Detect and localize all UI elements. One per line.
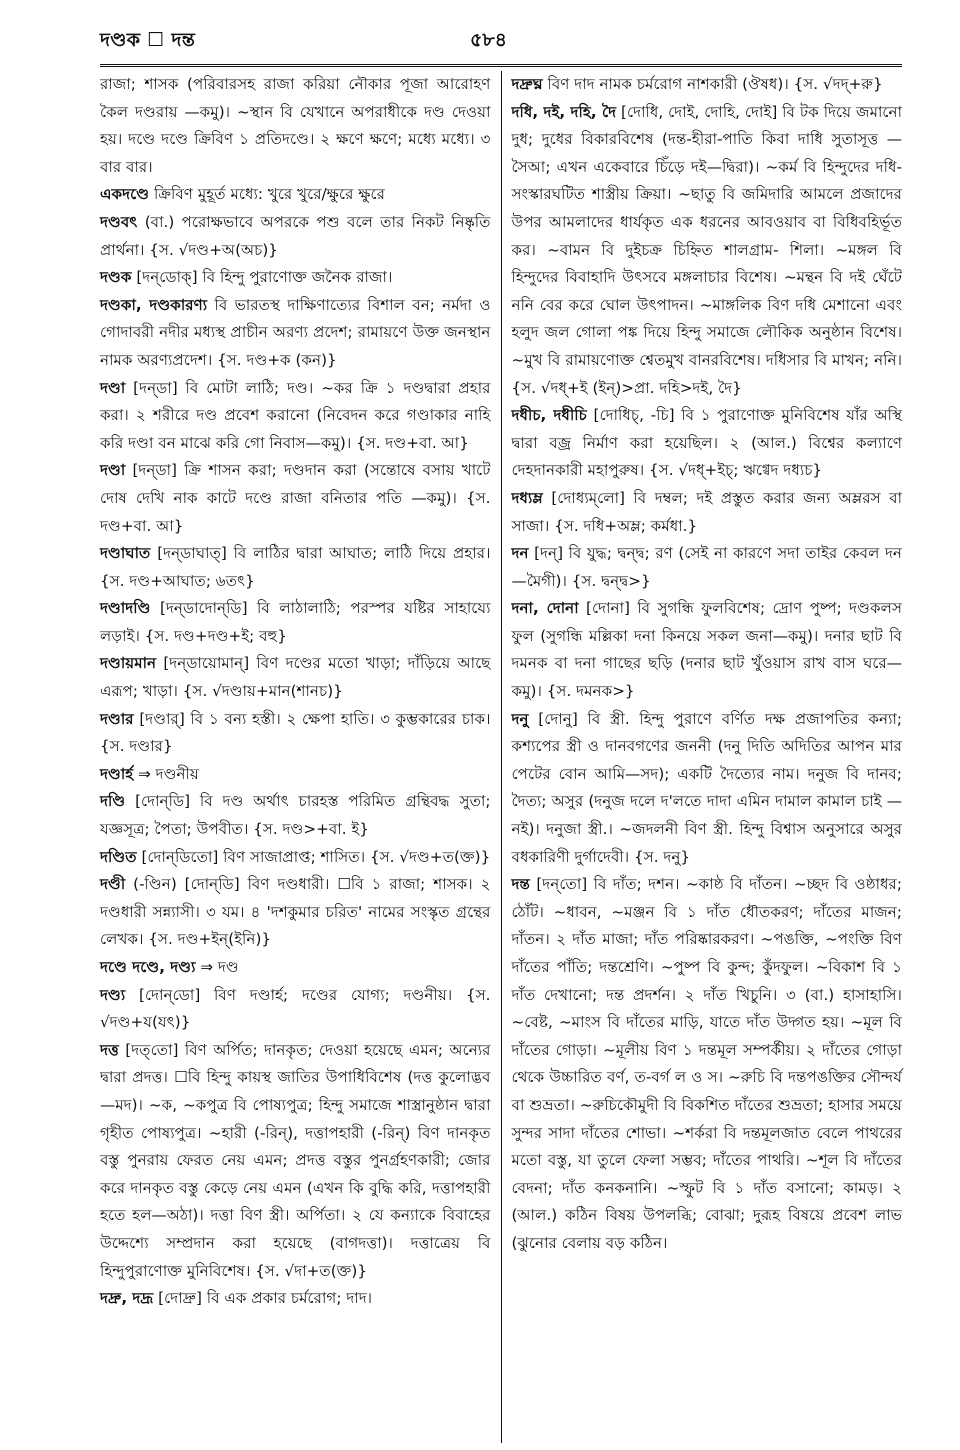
- dictionary-entry: [100, 595, 491, 650]
- entry-headword: দধি, দই, দহি, দৈ: [511, 102, 617, 121]
- entry-definition: বি ভারতস্থ দাক্ষিণাত্যের বিশাল বন; নর্মদা ও গোদাবরী নদীর মধ্যস্থ প্রাচীন অরণ্য প্রদেশ; রামায়ণে উক্ত জনস্থান নামক অরণ্যপ্রদেশ। {স. দণ্ড+ক (কন)}: [100, 295, 491, 369]
- entry-headword: দদ্রু, দদ্রূ: [100, 1289, 154, 1308]
- entry-definition: [দণ্ডার্] বি ১ বন্য হস্তী। ২ ক্ষেপা হাতি। ৩ কুম্ভকারের চাক। {স. দণ্ডার}: [100, 709, 491, 756]
- dictionary-entry: [100, 650, 491, 705]
- dictionary-entry: [100, 457, 491, 540]
- dictionary-entry: [100, 844, 491, 872]
- entry-headword: দণ্ডাঘাত: [100, 544, 151, 563]
- entry-headword: দণ্ডবৎ: [100, 212, 138, 231]
- dictionary-entry: [100, 375, 491, 458]
- dictionary-entry: [512, 71, 903, 99]
- entry-definition: [দোন্‌ডিতো] বিণ সাজাপ্রাপ্ত; শাসিত। {স. √দণ্ড+ত(ক্ত)}: [141, 847, 491, 866]
- entry-headword: দণ্ডী: [100, 875, 126, 894]
- dictionary-entry: [100, 1285, 491, 1313]
- entry-headword: দণ্ডা: [100, 378, 126, 397]
- entry-definition: রাজা; শাসক (পরিবারসহ রাজা করিয়া নৌকার পূজা আরোহণ কৈল দণ্ডরায় —কমু)। ~স্থান বি যেখানে অপরাধীকে দণ্ড দেওয়া হয়। দণ্ডে দণ্ডে ক্রিবিণ ১ প্রতিদণ্ডে। ২ ক্ষণে ক্ষণে; মধ্যে মধ্যে। ৩ বার বার।: [100, 75, 491, 176]
- entry-headword: দণ্ড্য: [100, 985, 126, 1004]
- entry-definition: [দোদ্রু] বি এক প্রকার চর্মরোগ; দাদ।: [158, 1289, 373, 1308]
- entry-headword: দত্ত: [100, 1040, 119, 1059]
- entry-definition: [দন্‌ডায়োমান্] বিণ দণ্ডের মতো খাড়া; দাঁড়িয়ে আছে এরূপ; খাড়া। {স. √দণ্ডায়+মান(শানচ)}: [100, 654, 491, 701]
- entry-headword: দণ্ডা: [100, 461, 126, 480]
- running-head: দণ্ডক ☐ দন্ত: [100, 29, 196, 51]
- dictionary-entry: [100, 292, 491, 375]
- dictionary-entry: [512, 485, 903, 540]
- entry-definition: (-ণ্ডিন) [দোন্‌ডি] বিণ দণ্ডধারী। ☐বি ১ রাজা; শাসক। ২ দণ্ডধারী সন্ন্যাসী। ৩ যম। ৪ 'দশকুমার চরিত' নামের সংস্কৃত গ্রন্থের লেখক। {স. দণ্ড+ইন্(ইনি)}: [100, 875, 491, 949]
- dictionary-entry: [100, 871, 491, 954]
- dictionary-entry: [100, 264, 491, 292]
- page-number: ৫৮৪: [470, 29, 507, 51]
- entry-headword: দণ্ডায়মান: [100, 654, 157, 673]
- entry-definition: [দোধি, দোই, দোহি, দোই] বি টক দিয়ে জমানো দুধ; দুধের বিকারবিশেষ (দন্ত-হীরা-পাতি কিবা দাধি সুতাসূত্ত —সৈআ; এখন একেবারে চিঁড়ে দই—দ্বিরা)। ~কর্ম বি হিন্দুদের দধি-সংস্কারঘটিত শাস্ত্রীয় ক্রিয়া। ~ছাতু বি জমিদারি আমলে প্রজাদের উপর আমলাদের ধার্যকৃত এক ধরনের আবওয়াব বা বিধিবহির্ভূত কর। ~বামন বি দুইচক্র চিহ্নিত শালগ্রাম- শিলা। ~মঙ্গল বি হিন্দুদের বিবাহাদি উৎসবে মঙ্গলাচার বিশেষ। ~মন্থন বি দই ঘেঁটে ননি বের করে ঘোল উৎপাদন। ~মাঙ্গলিক বিণ দধি মেশানো এবং হলুদ জল গোলা পঙ্ক দিয়ে হিন্দু সমাজে লৌকিক অনুষ্ঠান বিশেষ। ~মুখ বি রামায়ণোক্ত শ্বেতমুখ বানরবিশেষ। দধিসার বি মাখন; ননি। {স. √দধ্+ই (ইন্)>প্রা. দহি>দই, দৈ}: [511, 102, 903, 397]
- dictionary-entry: [512, 540, 903, 595]
- header-rule: [100, 64, 902, 67]
- entry-definition: [দন্] বি যুদ্ধ; দ্বন্দ্ব; রণ (সেই না কারণে সদা তাইর কেবল দন—মৈগী)। {স. দ্বন্দ্ব>}: [511, 544, 902, 590]
- entry-definition: [দোধ্যম্‌লো] বি দম্বল; দই প্রস্তুত করার জন্য অম্লরস বা সাজা। {স. দধি+অম্ল; কর্মধা.}: [511, 488, 902, 535]
- entry-definition: [দোনু] বি স্ত্রী. হিন্দু পুরাণে বর্ণিত দক্ষ প্রজাপতির কন্যা; কশ্যপের স্ত্রী ও দানবগণের জননী (দনু দিতি অদিতির আপন মার পেটের বোন আমি—সদ); একটি দৈত্যের নাম। দনুজ বি দানব; দৈত্য; অসুর (দনুজ দলে দ'লতে দাদা এমিন দামাল কামাল চাই —নই)। দনুজা স্ত্রী.। ~জদলনী বিণ স্ত্রী. হিন্দু বিশ্বাস অনুসারে অসুর বধকারিণী দুর্গাদেবী। {স. দনু}: [511, 709, 903, 866]
- left-column: [100, 71, 501, 1443]
- entry-definition: [দোনা] বি সুগন্ধি ফুলবিশেষ; দ্রোণ পুষ্প; দণ্ডকলস ফুল (সুগন্ধি মল্লিকা দনা কিনয়ে সকল জনা—কমু)। দনার ছাট বি দমনক বা দনা গাছের ছড়ি (দনার ছাট খুঁওয়াস রাখ বাস ঘরে—কমু)। {স. দমনক>}: [511, 599, 902, 701]
- entry-headword: একদণ্ডে: [100, 185, 150, 204]
- dictionary-entry: [100, 706, 491, 761]
- entry-headword: দনা, দোনা: [511, 599, 579, 618]
- entry-definition: ⇒ দণ্ডনীয়: [138, 764, 199, 783]
- page-header: [100, 26, 902, 56]
- entry-definition: [দন্‌ডাঘাত্] বি লাঠির দ্বারা আঘাত; লাঠি দিয়ে প্রহার। {স. দণ্ড+আঘাত; ৬তৎ}: [100, 544, 491, 590]
- entry-definition: ⇒ দণ্ড: [200, 958, 239, 976]
- entry-headword: দধ্যম্ল: [511, 488, 543, 507]
- entry-headword: দন্ত: [511, 875, 530, 894]
- entry-headword: দণ্ডক: [100, 268, 132, 287]
- dictionary-entry: [100, 71, 491, 181]
- dictionary-entry: [100, 181, 491, 209]
- dictionary-entry: [100, 954, 491, 982]
- dictionary-entry: [100, 540, 491, 595]
- entry-definition: [দন্‌ডা] ক্রি শাসন করা; দণ্ডদান করা (সন্তোষে বসায় খাটে দোষ দেখি নাক কাটে দণ্ডে রাজা বনিতার পতি —কমু)। {স. দণ্ড+বা. আ}: [100, 461, 491, 535]
- entry-definition: [দন্‌ডোক্] বি হিন্দু পুরাণোক্ত জনৈক রাজা।: [136, 268, 393, 287]
- entry-definition: [দোধিচ্, -চি] বি ১ পুরাণোক্ত মুনিবিশেষ যাঁর অস্থি দ্বারা বজ্র নির্মাণ করা হয়েছিল। ২ (আল.) বিশ্বের কল্যাণে দেহদানকারী মহাপুরুষ। {স. √দধ্+ইচ্; ঋগ্বেদ দধ্যচ}: [511, 406, 903, 480]
- dictionary-entry: [100, 1037, 491, 1285]
- dictionary-entry: [512, 706, 903, 872]
- dictionary-entry: [100, 982, 491, 1037]
- entry-headword: দণ্ডাদণ্ডি: [100, 599, 151, 618]
- entry-columns: [100, 71, 902, 1443]
- dictionary-entry: [512, 871, 903, 1257]
- entry-headword: দণ্ডিত: [100, 847, 137, 866]
- entry-definition: ক্রিবিণ মুহূর্ত মধ্যে: খুরে খুরে/ক্ষুরে ক্ষুরে: [153, 185, 386, 204]
- entry-definition: [দোন্‌ডি] বি দণ্ড অর্থাৎ চারহস্ত পরিমিত গ্রন্থিবদ্ধ সুতা; যজ্ঞসূত্র; পৈতা; উপবীত। {স. দণ্ড>+বা. ই}: [100, 792, 491, 839]
- entry-headword: দণ্ডার্হ: [100, 764, 134, 783]
- entry-headword: দদ্রুঘ্ন: [511, 75, 543, 93]
- entry-definition: বিণ দাদ নামক চর্মরোগ নাশকারী (ঔষধ)। {স. √দদ্+রু}: [547, 75, 883, 93]
- right-column: [502, 71, 903, 1443]
- entry-headword: দধীচ, দধীচি: [511, 406, 587, 425]
- entry-definition: [দন্‌তো] বি দাঁত; দশন। ~কাষ্ঠ বি দাঁতন। ~চ্ছদ বি ওষ্ঠাধর; ঠোঁট। ~ধাবন, ~মঞ্জন বি ১ দাঁত ধৌতকরণ; দাঁতের মাজন; দাঁতন। ২ দাঁত মাজা; দাঁত পরিষ্কারকরণ। ~পঙক্তি, ~পংক্তি বিণ দাঁতের পাঁতি; দন্তশ্রেণি। ~পুষ্প বি কুন্দ; কুঁদফুল। ~বিকাশ বি ১ দাঁত দেখানো; দন্ত প্রদর্শন। ২ দাঁত খিচুনি। ৩ (বা.) হাসাহাসি। ~বেষ্ট, ~মাংস বি দাঁতের মাড়ি, যাতে দাঁত উদ্গত হয়। ~মূল বি দাঁতের গোড়া। ~মূলীয় বিণ ১ দন্তমূল সম্পর্কীয়। ২ দাঁতের গোড়া থেকে উচ্চারিত বর্ণ, ত-বর্গ ল ও স। ~রুচি বি দন্তপঙক্তির সৌন্দর্য বা শুভ্রতা। ~রুচিকৌমুদী বি বিকশিত দাঁতের শুভ্রতা; হাসার সময়ে সুন্দর সাদা দাঁতের শোভা। ~শর্করা বি দন্তমূলজাত বেলে পাথরের মতো বস্তু, যা তুলে ফেলা সম্ভব; দাঁতের পাথরি। ~শূল বি দাঁতের বেদনা; দাঁত কনকনানি। ~স্ফুট বি ১ দাঁত বসানো; কামড়। ২ (আল.) কঠিন বিষয় উপলব্ধি; বোঝা; দুরূহ বিষয়ে প্রবেশ লাভ (ঝুনোর বেলায় বড় কঠিন।: [511, 875, 902, 1252]
- entry-definition: [দত্‌তো] বিণ অর্পিত; দানকৃত; দেওয়া হয়েছে এমন; অন্যের দ্বারা প্রদত্ত। ☐বি হিন্দু কায়স্থ জাতির উপাধিবিশেষ (দত্ত কুলোদ্ভব—মদ)। ~ক, ~কপুত্র বি পোষ্যপুত্র; হিন্দু সমাজে শাস্ত্রানুষ্ঠান দ্বারা গৃহীত পোষ্যপুত্র। ~হারী (-রিন্), দত্তাপহারী (-রিন্) বিণ দানকৃত বস্তু পুনরায় ফেরত নেয় এমন; প্রদত্ত বস্তুর পুনর্গ্রহণকারী; জোর করে দানকৃত বস্তু কেড়ে নেয় এমন (এখন কি বুদ্ধি করি, দত্তাপহারী হতে হল—অঠা)। দত্তা বিণ স্ত্রী। অর্পিতা। ২ যে কন্যাকে বিবাহের উদ্দেশ্যে সম্প্রদান করা হয়েছে (বাগদত্তা)। দত্তাত্রেয় বি হিন্দুপুরাণোক্ত মুনিবিশেষ। {স. √দা+ত(ক্ত)}: [100, 1040, 491, 1280]
- entry-definition: [দন্‌ডাদোন্‌ডি] বি লাঠালাঠি; পরস্পর যষ্টির সাহায্যে লড়াই। {স. দণ্ড+দণ্ড+ই; বহু}: [100, 599, 491, 645]
- dictionary-entry: [512, 402, 903, 485]
- entry-definition: [দোন্‌ডো] বিণ দণ্ডার্হ; দণ্ডের যোগ্য; দণ্ডনীয়। {স. √দণ্ড+য(যৎ)}: [100, 985, 491, 1032]
- entry-headword: দণ্ডার: [100, 709, 134, 728]
- entry-headword: দন: [511, 544, 529, 563]
- dictionary-entry: [100, 788, 491, 843]
- entry-definition: [দন্‌ডা] বি মোটা লাঠি; দণ্ড। ~কর ক্রি ১ দণ্ডদ্বারা প্রহার করা। ২ শরীরে দণ্ড প্রবেশ করানো (নিবেদন করে গণ্ডাকার নাহি করি দণ্ডা বন মাঝে করি গো নিবাস—কমু)। {স. দণ্ড+বা. আ}: [100, 378, 491, 452]
- entry-headword: দণ্ডে দণ্ডে, দণ্ড্য: [100, 958, 196, 976]
- entry-headword: দণ্ডকা, দণ্ডকারণ্য: [100, 295, 208, 314]
- dictionary-entry: [512, 99, 903, 403]
- entry-headword: দনু: [511, 709, 529, 728]
- dictionary-entry: [512, 595, 903, 705]
- dictionary-entry: [100, 209, 491, 264]
- dictionary-entry: [100, 761, 491, 789]
- entry-definition: (বা.) পরোক্ষভাবে অপরকে পশু বলে তার নিকট নিষ্কৃতি প্রার্থনা। {স. √দণ্ড+অ(অচ)}: [100, 212, 491, 259]
- entry-headword: দণ্ডি: [100, 792, 126, 811]
